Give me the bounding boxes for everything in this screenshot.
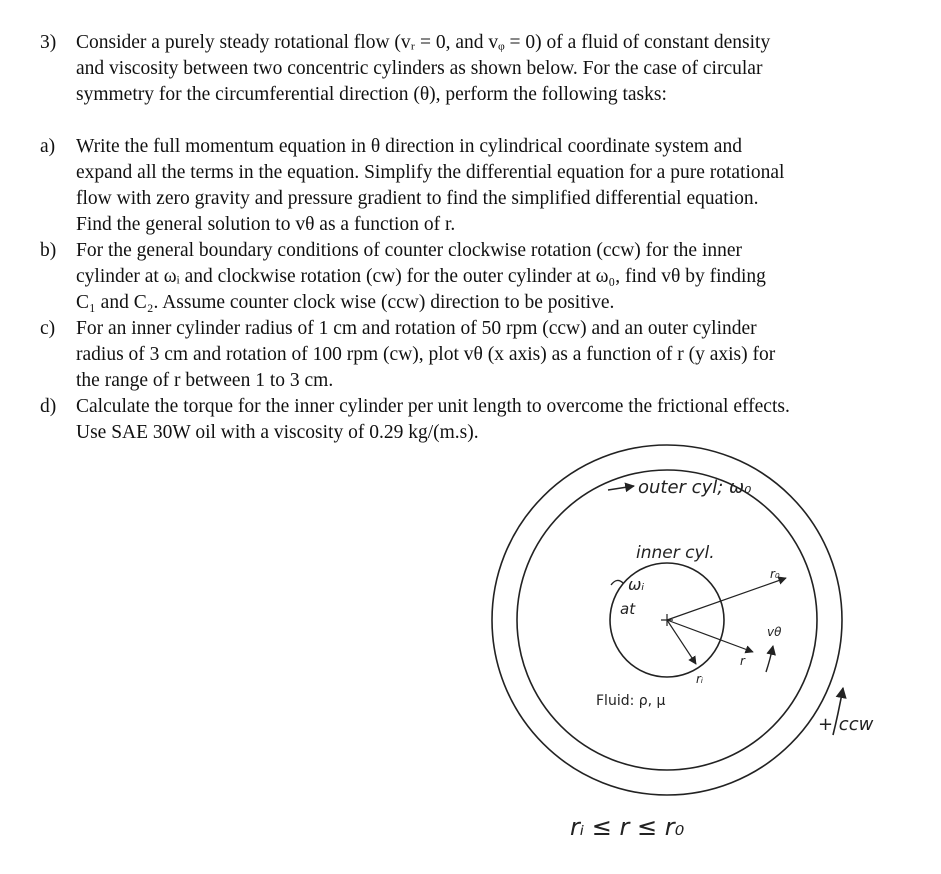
- part-line: the range of r between 1 to 3 cm.: [76, 370, 334, 391]
- problem-line: and viscosity between two concentric cylinders as shown below. For the case of circular: [76, 58, 763, 79]
- part-label: b): [40, 240, 57, 261]
- r-label: r: [740, 654, 745, 668]
- ccw-label: + ccw: [818, 714, 874, 735]
- outer-rotation-arrow: [608, 486, 634, 490]
- problem-line: symmetry for the circumferential direction (θ), perform the following tasks:: [76, 84, 667, 105]
- inner-cylinder-label: inner cyl.: [636, 543, 715, 563]
- part-line: Find the general solution to vθ as a function of r.: [76, 214, 456, 235]
- fluid-label: Fluid: ρ, μ: [596, 693, 666, 709]
- v-theta-label: vθ: [767, 625, 782, 639]
- r-arrow: [667, 620, 753, 652]
- outer-cylinder-label: outer cyl; ω₀: [638, 477, 752, 498]
- inner-omega-label: ωᵢ: [628, 575, 645, 594]
- inner-radius-arrow: [667, 620, 696, 664]
- part-line: expand all the terms in the equation. Simplify the differential equation for a pure rotational: [76, 162, 785, 183]
- inner-radius-label: rᵢ: [696, 672, 704, 686]
- v-theta-arrow: [766, 646, 773, 672]
- problem-line: Consider a purely steady rotational flow (vᵣ = 0, and vᵩ = 0) of a fluid of constant density: [76, 32, 771, 53]
- part-label: a): [40, 136, 56, 157]
- problem-number: 3): [40, 32, 57, 53]
- part-line: For the general boundary conditions of counter clockwise rotation (ccw) for the inner: [76, 240, 743, 261]
- outer-radius-label: r₀: [770, 567, 780, 581]
- part-line: Calculate the torque for the inner cylinder per unit length to overcome the frictional effects.: [76, 396, 790, 417]
- part-line: For an inner cylinder radius of 1 cm and rotation of 50 rpm (ccw) and an outer cylinder: [76, 318, 757, 339]
- outer-radius-arrow: [667, 578, 786, 620]
- part-line: radius of 3 cm and rotation of 100 rpm (cw), plot vθ (x axis) as a function of r (y axis) for: [76, 344, 776, 365]
- part-line: C₁ and C₂. Assume counter clock wise (ccw) direction to be positive.: [76, 292, 615, 313]
- part-line: Write the full momentum equation in θ direction in cylindrical coordinate system and: [76, 136, 742, 157]
- part-label: c): [40, 318, 56, 339]
- part-line: flow with zero gravity and pressure gradient to find the simplified differential equation.: [76, 188, 759, 209]
- inner-at-label: at: [620, 600, 636, 618]
- radius-range-label: rᵢ ≤ r ≤ r₀: [570, 813, 685, 841]
- part-line: cylinder at ωᵢ and clockwise rotation (cw) for the outer cylinder at ω₀, find vθ by finding: [76, 266, 766, 287]
- inner-rotation-mark: [611, 580, 623, 585]
- part-label: d): [40, 396, 57, 417]
- part-line: Use SAE 30W oil with a viscosity of 0.29 kg/(m.s).: [76, 422, 479, 443]
